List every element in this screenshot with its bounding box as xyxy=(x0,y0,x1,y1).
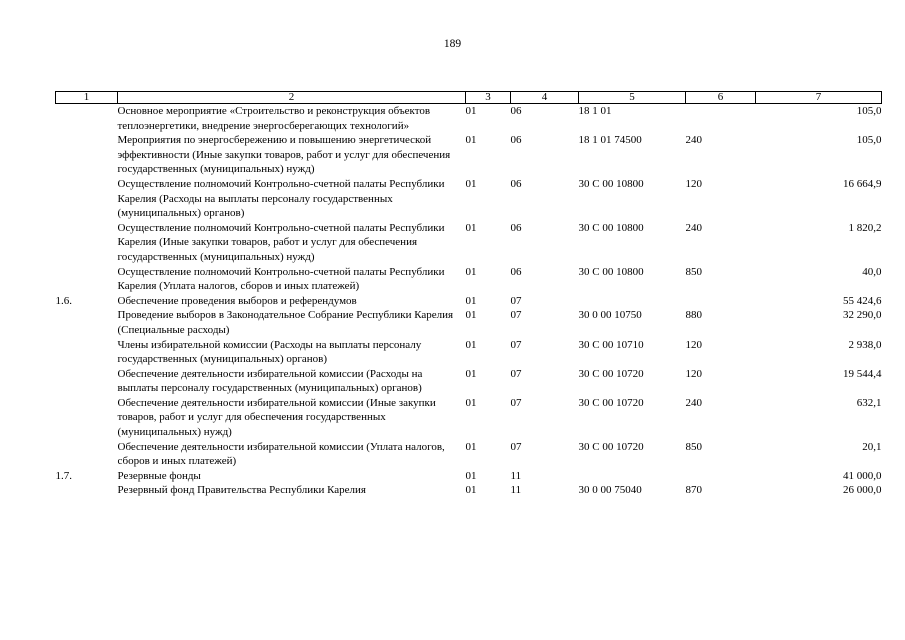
row-section: 01 xyxy=(465,221,477,234)
column-header: 1 xyxy=(56,92,118,104)
row-amount: 105,0 xyxy=(856,105,882,117)
row-number xyxy=(56,104,118,134)
table-row xyxy=(56,469,882,484)
row-target-article: 30 0 00 10750 xyxy=(578,309,642,322)
table-row xyxy=(56,104,882,134)
table-row xyxy=(56,133,882,177)
row-subsection: 06 xyxy=(510,177,522,190)
row-section: 01 xyxy=(465,338,477,351)
row-number: 1.7. xyxy=(55,469,72,482)
row-number xyxy=(56,483,118,498)
table-row xyxy=(56,338,882,367)
row-amount: 2 938,0 xyxy=(848,338,882,351)
row-number xyxy=(56,177,118,221)
column-header: 4 xyxy=(511,92,579,104)
row-expense-type: 240 xyxy=(685,396,702,409)
row-number xyxy=(56,265,118,294)
row-section: 01 xyxy=(465,484,477,497)
row-target-article xyxy=(579,294,686,309)
row-name: Резервный фонд Правительства Республики Карелия xyxy=(117,484,366,497)
row-subsection: 06 xyxy=(510,105,522,117)
table-row xyxy=(56,483,882,498)
page-number: 189 xyxy=(443,38,462,50)
row-amount: 40,0 xyxy=(862,265,882,278)
row-amount: 105,0 xyxy=(856,134,882,147)
row-name: Основное мероприятие «Строительство и реконструкция объектов теплоэнергетики, внедрение энергосберегающих технологий» xyxy=(117,105,431,132)
row-target-article: 30 С 00 10800 xyxy=(578,221,644,234)
column-header: 2 xyxy=(118,92,466,104)
row-target-article: 30 С 00 10720 xyxy=(578,367,644,380)
row-subsection: 07 xyxy=(510,309,522,322)
row-name: Обеспечение проведения выборов и референдумов xyxy=(117,294,357,307)
table-body xyxy=(56,104,882,499)
row-expense-type xyxy=(686,104,756,134)
row-number xyxy=(56,440,118,469)
column-header: 5 xyxy=(579,92,686,104)
row-name: Резервные фонды xyxy=(117,469,201,482)
row-subsection: 06 xyxy=(510,134,522,147)
row-target-article: 18 1 01 xyxy=(578,105,612,117)
row-expense-type: 240 xyxy=(685,134,702,147)
row-number xyxy=(56,221,118,265)
table-row xyxy=(56,440,882,469)
row-section: 01 xyxy=(465,265,477,278)
row-name: Осуществление полномочий Контрольно-счетной палаты Республики Карелия (Расходы на выплаты персоналу государственных (муниципальных) органов) xyxy=(117,177,445,220)
column-number-header xyxy=(56,92,882,104)
row-section: 01 xyxy=(465,105,477,117)
row-section: 01 xyxy=(465,309,477,322)
row-expense-type: 240 xyxy=(685,221,702,234)
row-subsection: 06 xyxy=(510,221,522,234)
row-target-article: 30 С 00 10710 xyxy=(578,338,644,351)
row-number xyxy=(56,308,118,337)
table-row xyxy=(56,294,882,309)
row-name: Обеспечение деятельности избирательной комиссии (Уплата налогов, сборов и иных платежей) xyxy=(117,440,445,468)
row-target-article: 30 С 00 10800 xyxy=(578,177,644,190)
row-expense-type xyxy=(686,294,756,309)
row-amount: 20,1 xyxy=(862,440,882,453)
row-name: Мероприятия по энергосбережению и повышению энергетической эффективности (Иные закупки товаров, работ и услуг для обеспечения государственных (муниципальных) нужд) xyxy=(117,134,451,176)
column-header: 7 xyxy=(756,92,882,104)
column-header: 6 xyxy=(686,92,756,104)
row-amount: 16 664,9 xyxy=(843,177,882,190)
row-subsection: 11 xyxy=(510,484,522,497)
row-expense-type: 120 xyxy=(685,367,702,380)
row-subsection: 07 xyxy=(510,367,522,380)
row-amount: 19 544,4 xyxy=(843,367,882,380)
row-name: Члены избирательной комиссии (Расходы на выплаты персоналу государственных (муниципальных) органов) xyxy=(117,338,422,366)
row-name: Обеспечение деятельности избирательной комиссии (Иные закупки товаров, работ и услуг для обеспечения государственных (муниципальных) нужд) xyxy=(117,396,436,439)
row-subsection: 11 xyxy=(510,469,522,482)
row-amount: 41 000,0 xyxy=(843,469,882,482)
row-subsection: 07 xyxy=(510,440,522,453)
row-section: 01 xyxy=(465,367,477,380)
row-section: 01 xyxy=(465,440,477,453)
row-name: Проведение выборов в Законодательное Собрание Республики Карелия (Специальные расходы) xyxy=(117,309,454,336)
row-expense-type: 120 xyxy=(685,177,702,190)
table-row xyxy=(56,265,882,294)
row-number xyxy=(56,396,118,440)
table-row xyxy=(56,221,882,265)
row-expense-type xyxy=(686,469,756,484)
budget-table xyxy=(55,91,882,498)
row-target-article: 30 0 00 75040 xyxy=(578,484,642,497)
row-expense-type: 850 xyxy=(685,265,702,278)
column-header: 3 xyxy=(466,92,511,104)
row-subsection: 06 xyxy=(510,265,522,278)
row-subsection: 07 xyxy=(510,294,522,307)
table-row xyxy=(56,177,882,221)
row-amount: 1 820,2 xyxy=(848,221,882,234)
row-section: 01 xyxy=(465,396,477,409)
row-expense-type: 880 xyxy=(685,309,702,322)
row-target-article: 18 1 01 74500 xyxy=(578,134,642,147)
row-expense-type: 120 xyxy=(685,338,702,351)
row-number xyxy=(56,338,118,367)
row-expense-type: 850 xyxy=(685,440,702,453)
row-target-article: 30 С 00 10720 xyxy=(578,440,644,453)
row-section: 01 xyxy=(465,294,477,307)
row-name: Обеспечение деятельности избирательной комиссии (Расходы на выплаты персоналу государственных (муниципальных) органов) xyxy=(117,367,423,395)
row-number xyxy=(56,367,118,396)
row-subsection: 07 xyxy=(510,396,522,409)
row-name: Осуществление полномочий Контрольно-счетной палаты Республики Карелия (Уплата налогов, сборов и иных платежей) xyxy=(117,265,445,293)
row-section: 01 xyxy=(465,469,477,482)
table-row xyxy=(56,367,882,396)
row-target-article: 30 С 00 10720 xyxy=(578,396,644,409)
table-row xyxy=(56,396,882,440)
row-section: 01 xyxy=(465,134,477,147)
row-target-article: 30 С 00 10800 xyxy=(578,265,644,278)
row-section: 01 xyxy=(465,177,477,190)
row-amount: 55 424,6 xyxy=(843,294,882,307)
row-amount: 632,1 xyxy=(856,396,882,409)
table-row xyxy=(56,308,882,337)
row-name: Осуществление полномочий Контрольно-счетной палаты Республики Карелия (Иные закупки товаров, работ и услуг для обеспечения государственных (муниципальных) нужд) xyxy=(117,221,445,263)
row-amount: 32 290,0 xyxy=(843,309,882,322)
row-number xyxy=(56,133,118,177)
row-number: 1.6. xyxy=(55,294,72,307)
row-amount: 26 000,0 xyxy=(843,484,882,497)
row-subsection: 07 xyxy=(510,338,522,351)
row-target-article xyxy=(579,469,686,484)
row-expense-type: 870 xyxy=(685,484,702,497)
